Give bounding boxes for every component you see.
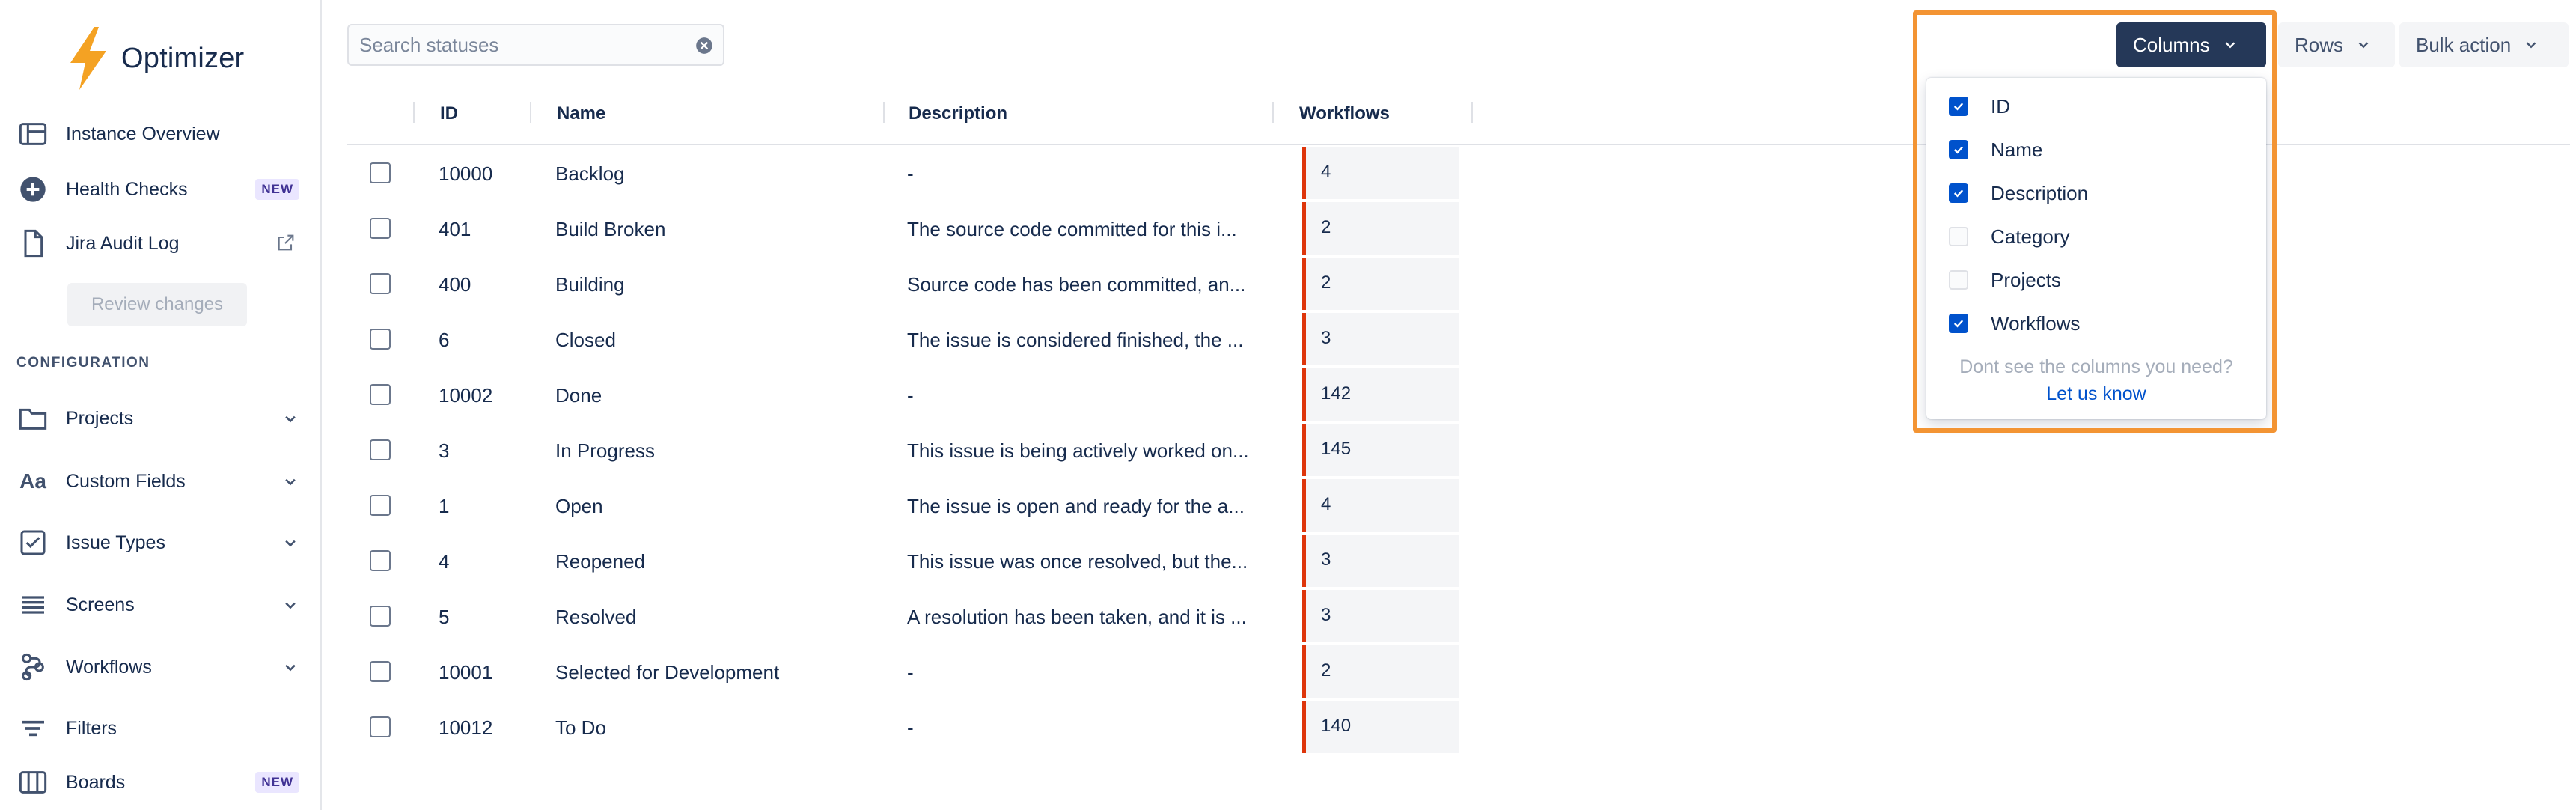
- column-option-projects[interactable]: [1949, 264, 2061, 296]
- row-checkbox[interactable]: [370, 550, 391, 571]
- row-checkbox[interactable]: [370, 273, 391, 294]
- column-option-label: Description: [1991, 181, 2089, 204]
- cell-workflows[interactable]: [1302, 701, 1459, 753]
- board-icon: [16, 766, 49, 799]
- row-checkbox[interactable]: [370, 661, 391, 682]
- column-divider: [413, 102, 415, 123]
- cell-workflows[interactable]: [1302, 368, 1459, 421]
- cell-id: 400: [439, 273, 471, 296]
- cell-workflows[interactable]: [1302, 479, 1459, 532]
- cell-name: Open: [555, 495, 603, 517]
- workflows-count: 4: [1321, 494, 1331, 514]
- table-row[interactable]: [347, 478, 1470, 533]
- sidebar-item-label: Issue Types: [66, 532, 165, 553]
- column-header-workflows[interactable]: Workflows: [1299, 103, 1390, 124]
- table-row[interactable]: [347, 644, 1470, 699]
- chevron-down-icon: [2222, 37, 2238, 53]
- cell-name: Resolved: [555, 606, 637, 628]
- sidebar-item-label: Health Checks: [66, 178, 188, 200]
- new-badge: NEW: [255, 772, 299, 793]
- workflows-count: 140: [1321, 716, 1352, 736]
- sidebar-item-instance-overview[interactable]: [16, 114, 308, 154]
- cell-workflows[interactable]: [1302, 313, 1459, 365]
- let-us-know-link[interactable]: Let us know: [2046, 383, 2146, 404]
- cell-description: -: [907, 661, 914, 683]
- table-row[interactable]: [347, 588, 1470, 644]
- table-row[interactable]: [347, 201, 1470, 256]
- cell-id: 6: [439, 329, 450, 351]
- column-option-label: Workflows: [1991, 311, 2081, 335]
- chevron-down-icon: [280, 594, 301, 615]
- checkbox-checked-icon[interactable]: [1949, 183, 1968, 203]
- sidebar: [0, 0, 322, 810]
- column-option-name[interactable]: [1949, 133, 2042, 166]
- checkbox-checked-icon[interactable]: [1949, 314, 1968, 333]
- row-checkbox[interactable]: [370, 218, 391, 239]
- search-box: [347, 24, 724, 66]
- bulk-action-button[interactable]: [2399, 22, 2569, 67]
- workflows-count: 4: [1321, 162, 1331, 182]
- cell-id: 1: [439, 495, 450, 517]
- chevron-down-icon: [2355, 37, 2372, 53]
- column-divider: [1272, 102, 1274, 123]
- cell-description: Source code has been committed, an...: [907, 273, 1246, 296]
- checkbox-checked-icon[interactable]: [1949, 97, 1968, 116]
- cell-name: In Progress: [555, 439, 655, 462]
- chevron-down-icon: [280, 408, 301, 429]
- column-option-label: Name: [1991, 138, 2043, 161]
- workflows-count: 3: [1321, 549, 1331, 570]
- row-checkbox[interactable]: [370, 439, 391, 460]
- column-option-label: ID: [1991, 94, 2010, 118]
- cell-description: -: [907, 384, 914, 406]
- column-option-category[interactable]: [1949, 220, 2070, 253]
- cell-description: -: [907, 162, 914, 185]
- column-option-label: Projects: [1991, 268, 2061, 291]
- cell-workflows[interactable]: [1302, 258, 1459, 310]
- column-header-description[interactable]: Description: [909, 103, 1008, 124]
- cell-workflows[interactable]: [1302, 535, 1459, 587]
- sidebar-item-label: Filters: [66, 717, 117, 739]
- checkbox-unchecked-icon[interactable]: [1949, 270, 1968, 290]
- cell-id: 10000: [439, 162, 493, 185]
- cell-id: 10002: [439, 384, 493, 406]
- cell-name: Closed: [555, 329, 616, 351]
- column-divider: [1471, 102, 1473, 123]
- chevron-down-icon: [280, 657, 301, 677]
- column-option-id[interactable]: [1949, 90, 2010, 123]
- document-icon: [16, 227, 49, 260]
- cell-workflows[interactable]: [1302, 202, 1459, 255]
- sidebar-item-jira-audit-log[interactable]: [16, 223, 308, 264]
- table-row[interactable]: [347, 311, 1470, 367]
- chevron-down-icon: [2523, 37, 2539, 53]
- cell-workflows[interactable]: [1302, 590, 1459, 642]
- cell-description: This issue is being actively worked on...: [907, 439, 1249, 462]
- workflows-count: 142: [1321, 383, 1352, 404]
- workflows-count: 3: [1321, 328, 1331, 348]
- workflows-count: 3: [1321, 605, 1331, 625]
- sidebar-item-projects[interactable]: [16, 398, 308, 439]
- cell-description: The issue is considered finished, the ...: [907, 329, 1244, 351]
- row-checkbox[interactable]: [370, 606, 391, 627]
- workflow-icon: [16, 651, 49, 683]
- cell-description: This issue was once resolved, but the...: [907, 550, 1248, 573]
- column-option-workflows[interactable]: [1949, 307, 2080, 340]
- columns-dropdown-menu: [1926, 78, 2266, 419]
- table-row[interactable]: [347, 422, 1470, 478]
- sidebar-item-boards[interactable]: [16, 762, 308, 803]
- text-format-icon: Aa: [19, 469, 46, 493]
- chevron-down-icon: [280, 532, 301, 553]
- new-badge: NEW: [255, 179, 299, 200]
- clear-search-icon[interactable]: [695, 36, 714, 55]
- checkbox-checked-icon[interactable]: [1949, 140, 1968, 159]
- row-checkbox[interactable]: [370, 716, 391, 737]
- layout-icon: [16, 118, 49, 150]
- row-checkbox[interactable]: [370, 162, 391, 183]
- review-changes-button[interactable]: Review changes: [67, 283, 247, 326]
- table-row[interactable]: [347, 256, 1470, 311]
- cell-workflows[interactable]: [1302, 645, 1459, 698]
- rows-button[interactable]: [2278, 22, 2395, 67]
- sidebar-item-label: Workflows: [66, 656, 152, 677]
- chevron-down-icon: [280, 471, 301, 492]
- checkbox-unchecked-icon[interactable]: [1949, 227, 1968, 246]
- sidebar-item-label: Boards: [66, 771, 126, 793]
- folder-icon: [16, 402, 49, 435]
- table-row[interactable]: [347, 699, 1470, 755]
- filter-icon: [16, 712, 49, 745]
- cell-id: 4: [439, 550, 450, 573]
- sidebar-item-workflows[interactable]: [16, 647, 308, 687]
- external-link-icon: [275, 232, 298, 255]
- sidebar-item-label: Projects: [66, 407, 134, 429]
- column-option-description[interactable]: [1949, 177, 2088, 210]
- row-checkbox[interactable]: [370, 384, 391, 405]
- workflows-count: 2: [1321, 217, 1331, 237]
- cell-id: 10001: [439, 661, 493, 683]
- cell-description: -: [907, 716, 914, 739]
- workflows-count: 2: [1321, 660, 1331, 680]
- columns-button[interactable]: [2116, 22, 2266, 67]
- cell-workflows[interactable]: [1302, 147, 1459, 199]
- row-checkbox[interactable]: [370, 329, 391, 350]
- column-option-label: Category: [1991, 225, 2070, 248]
- cell-name: Building: [555, 273, 625, 296]
- table-row[interactable]: [347, 367, 1470, 422]
- column-header-id[interactable]: ID: [440, 103, 458, 124]
- cell-id: 10012: [439, 716, 493, 739]
- column-header-name[interactable]: Name: [557, 103, 606, 124]
- sidebar-item-label: Jira Audit Log: [66, 232, 180, 254]
- sidebar-item-custom-fields[interactable]: [16, 461, 308, 502]
- missing-columns-hint: Dont see the columns you need?: [1959, 356, 2233, 377]
- columns-button-label: Columns: [2133, 33, 2210, 56]
- checkbox-icon: [16, 526, 49, 559]
- column-divider: [530, 102, 531, 123]
- sidebar-item-filters[interactable]: [16, 708, 308, 749]
- sidebar-item-issue-types[interactable]: [16, 523, 308, 563]
- bulk-action-label: Bulk action: [2416, 33, 2512, 56]
- cell-id: 5: [439, 606, 450, 628]
- row-checkbox[interactable]: [370, 495, 391, 516]
- workflows-count: 2: [1321, 272, 1331, 293]
- rows-button-label: Rows: [2295, 33, 2344, 56]
- search-input[interactable]: [359, 34, 674, 57]
- list-lines-icon: [16, 588, 49, 621]
- cell-description: The source code committed for this i...: [907, 218, 1237, 240]
- lightning-logo-icon: [64, 27, 112, 90]
- cell-name: To Do: [555, 716, 606, 739]
- configuration-section-title: CONFIGURATION: [16, 355, 150, 371]
- cell-name: Reopened: [555, 550, 645, 573]
- cell-workflows[interactable]: [1302, 424, 1459, 476]
- cell-id: 401: [439, 218, 471, 240]
- sidebar-item-label: Instance Overview: [66, 123, 220, 144]
- column-divider: [883, 102, 885, 123]
- cell-id: 3: [439, 439, 450, 462]
- cell-name: Backlog: [555, 162, 625, 185]
- sidebar-item-screens[interactable]: [16, 585, 308, 625]
- cell-description: A resolution has been taken, and it is ...: [907, 606, 1247, 628]
- cell-name: Build Broken: [555, 218, 666, 240]
- workflows-count: 145: [1321, 439, 1352, 459]
- app-name: Optimizer: [121, 42, 245, 74]
- sidebar-item-health-checks[interactable]: [16, 169, 308, 210]
- cell-name: Done: [555, 384, 602, 406]
- sidebar-item-label: Custom Fields: [66, 470, 186, 492]
- table-row[interactable]: [347, 145, 1470, 201]
- plus-circle-icon: [16, 173, 49, 206]
- sidebar-item-label: Screens: [66, 594, 135, 615]
- table-row[interactable]: [347, 533, 1470, 588]
- brand[interactable]: [64, 27, 244, 90]
- cell-description: The issue is open and ready for the a...: [907, 495, 1245, 517]
- cell-name: Selected for Development: [555, 661, 780, 683]
